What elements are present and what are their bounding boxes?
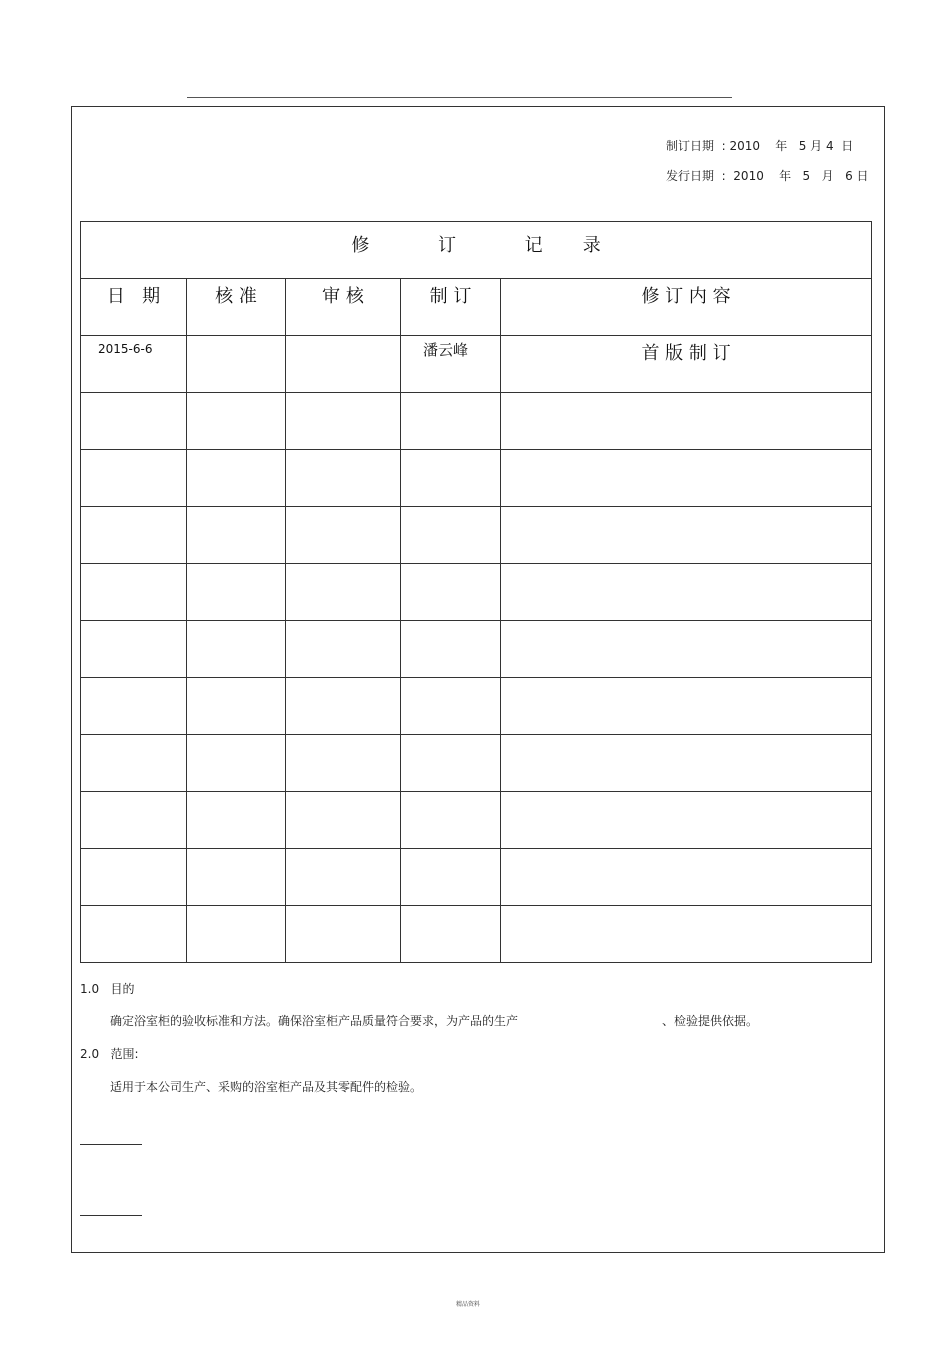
table-row	[81, 849, 872, 906]
table-row	[81, 621, 872, 678]
cell-approve	[187, 792, 286, 849]
revision-record-table	[80, 221, 872, 963]
short-rule	[80, 1144, 142, 1145]
table-row	[81, 450, 872, 507]
cell-review	[286, 507, 401, 564]
cell-review	[286, 678, 401, 735]
column-header-review: 审 核	[286, 279, 401, 336]
cell-approve	[187, 849, 286, 906]
cell-approve	[187, 336, 286, 393]
cell-review	[286, 906, 401, 963]
cell-content	[501, 849, 872, 906]
cell-review	[286, 393, 401, 450]
table-title-cell	[81, 222, 872, 279]
column-header-prepare: 制 订	[401, 279, 501, 336]
cell-review	[286, 336, 401, 393]
cell-prepare: 潘云峰	[401, 336, 501, 393]
table-row	[81, 336, 872, 393]
cell-date: 2015-6-6	[81, 336, 187, 393]
cell-review	[286, 621, 401, 678]
top-rule	[187, 97, 732, 98]
section-2-heading: 2.0 范围:	[80, 1047, 139, 1061]
cell-content	[501, 906, 872, 963]
cell-review	[286, 849, 401, 906]
cell-date	[81, 906, 187, 963]
cell-date	[81, 849, 187, 906]
cell-prepare	[401, 849, 501, 906]
cell-prepare	[401, 906, 501, 963]
cell-content	[501, 507, 872, 564]
table-title: 修 订 记 录	[351, 235, 601, 256]
cell-content	[501, 735, 872, 792]
cell-date	[81, 393, 187, 450]
cell-date	[81, 678, 187, 735]
cell-content: 首 版 制 订	[501, 336, 872, 393]
cell-content	[501, 564, 872, 621]
cell-approve	[187, 393, 286, 450]
cell-approve	[187, 678, 286, 735]
cell-prepare	[401, 621, 501, 678]
cell-review	[286, 735, 401, 792]
section-1-heading: 1.0 目的	[80, 982, 135, 996]
cell-date	[81, 507, 187, 564]
cell-prepare	[401, 792, 501, 849]
revision-date: 制订日期 : 2010 年 5 月 4 日	[666, 139, 854, 153]
cell-content	[501, 393, 872, 450]
cell-review	[286, 564, 401, 621]
cell-approve	[187, 450, 286, 507]
table-header-row	[81, 279, 872, 336]
cell-approve	[187, 735, 286, 792]
short-rule	[80, 1215, 142, 1216]
footer-text: 精品资料	[456, 1301, 481, 1308]
section-1-text: 确定浴室柜的验收标准和方法。确保浴室柜产品质量符合要求，为产品的生产	[110, 1014, 519, 1028]
cell-date	[81, 564, 187, 621]
cell-review	[286, 792, 401, 849]
cell-content	[501, 621, 872, 678]
cell-prepare	[401, 393, 501, 450]
cell-date	[81, 735, 187, 792]
cell-approve	[187, 906, 286, 963]
issue-date: 发行日期 : 2010 年 5 月 6 日	[666, 169, 869, 183]
cell-review	[286, 450, 401, 507]
table-row	[81, 678, 872, 735]
cell-content	[501, 792, 872, 849]
cell-content	[501, 450, 872, 507]
table-row	[81, 507, 872, 564]
table-title-row	[81, 222, 872, 279]
table-row	[81, 735, 872, 792]
table-row	[81, 393, 872, 450]
table-row	[81, 906, 872, 963]
cell-content	[501, 678, 872, 735]
column-header-approve: 核 准	[187, 279, 286, 336]
cell-date	[81, 450, 187, 507]
cell-prepare	[401, 450, 501, 507]
section-2-text: 适用于本公司生产、采购的浴室柜产品及其零配件的检验。	[110, 1080, 423, 1094]
table-row	[81, 564, 872, 621]
cell-date	[81, 621, 187, 678]
cell-approve	[187, 621, 286, 678]
cell-prepare	[401, 735, 501, 792]
table-row	[81, 792, 872, 849]
section-1-text-end: 、检验提供依据。	[662, 1014, 759, 1028]
cell-prepare	[401, 678, 501, 735]
cell-prepare	[401, 507, 501, 564]
cell-approve	[187, 507, 286, 564]
cell-approve	[187, 564, 286, 621]
cell-date	[81, 792, 187, 849]
column-header-date: 日 期	[81, 279, 187, 336]
cell-prepare	[401, 564, 501, 621]
column-header-content: 修 订 内 容	[501, 279, 872, 336]
